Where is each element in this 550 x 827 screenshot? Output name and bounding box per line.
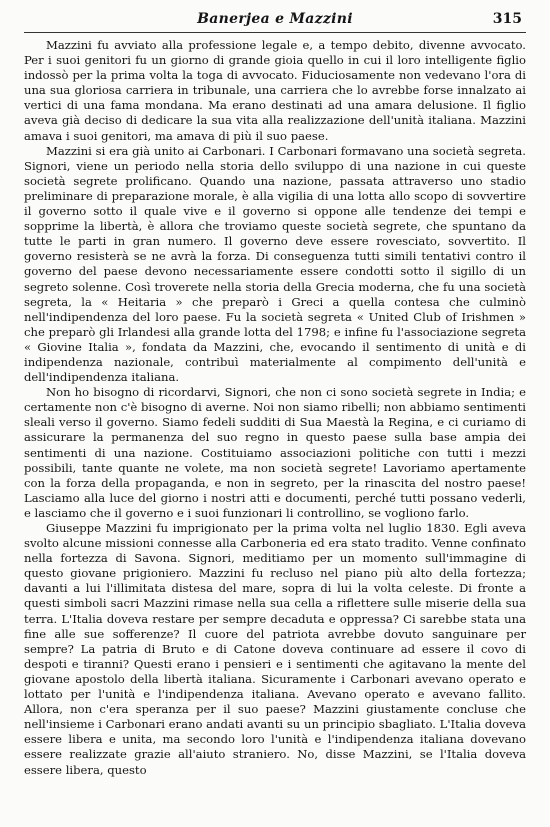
page-number: 315 [492,11,522,27]
paragraph: Mazzini si era già unito ai Carbonari. I Carbonari formavano una società segreta. Signori, viene un periodo nella storia dello sviluppo di una nazione in cui queste società segrete prolificano. Quando una nazione, passata attraverso uno stadio preliminare di preparazione morale, è alla vigilia di una lotta allo scopo di sovvertire il governo sotto il quale vive e il governo si oppone alle tendenze dei tempi e sopprime la libertà, è allora che troviamo queste società segrete, che spuntano da tutte le parti in gran numero. Il governo deve essere rovesciato, sovvertito. Il governo resisterà se ne avrà la forza. Di conseguenza tutti simili tentativi contro il governo del paese devono necessariamente essere condotti sotto il sigillo di un segreto solenne. Così troverete nella storia della Grecia moderna, che fu una società segreta, la « Heitaria » che preparò i Greci a quella contesa che culminò nell'indipendenza del loro paese. Fu la società segreta « United Club of Irishmen » che preparò gli Irlandesi alla grande lotta del 1798; e infine fu l'associazione segreta « Giovine Italia », fondata da Mazzini, che, evocando il sentimento di unità e di indipendenza nazionale, contribuì materialmente al compimento dell'unità e dell'indipendenza italiana. [24,143,526,385]
running-title: Banerjea e Mazzini [197,11,353,27]
paragraph: Giuseppe Mazzini fu imprigionato per la prima volta nel luglio 1830. Egli aveva svolto alcune missioni connesse alla Carboneria ed era stato tradito. Venne confinato nella fortezza di Savona. Signori, meditiamo per un momento sull'immagine di questo giovane prigioniero. Mazzini fu recluso nel piano più alto della fortezza; davanti a lui l'illimitata distesa del mare, sopra di lui la volta celeste. Di fronte a questi simboli sacri Mazzini rimase nella sua cella a riflettere sulle miserie della sua terra. L'Italia doveva restare per sempre decaduta e oppressa? Ci sarebbe stata una fine alle sue sofferenze? Il cuore del patriota avrebbe dovuto sanguinare per sempre? La patria di Bruto e di Catone doveva continuare ad essere il covo di despoti e tiranni? Questi erano i pensieri e i sentimenti che agitavano la mente del giovane apostolo della libertà italiana. Sicuramente i Carbonari avevano operato e lottato per l'unità e l'indipendenza italiana. Avevano operato e avevano fallito. Allora, non c'era speranza per il suo paese? Mazzini giustamente concluse che nell'insieme i Carbonari erano andati avanti su un principio sbagliato. L'Italia doveva essere libera e unita, ma secondo loro l'unità e l'indipendenza italiana dovevano essere realizzate grazie all'aiuto straniero. No, disse Mazzini, se l'Italia doveva essere libera, questo [24,521,526,777]
paragraph: Non ho bisogno di ricordarvi, Signori, che non ci sono società segrete in India; e certamente non c'è bisogno di averne. Noi non siamo ribelli; non abbiamo sentimenti sleali verso il governo. Siamo fedeli sudditi di Sua Maestà la Regina, e ci curiamo di assicurare la permanenza del suo regno in questo paese sulla base ampia dei sentimenti di una nazione. Costituiamo associazioni politiche con tutti i mezzi possibili, tante quante ne volete, ma non società segrete! Lavoriamo apertamente con la forza della propaganda, e non in segreto, per la rinascita del nostro paese! Lasciamo alla luce del giorno i nostri atti e documenti, perché tutti possano vederli, e lasciamo che il governo e i suoi funzionari li controllino, se vogliono farlo. [24,385,526,520]
body-text [24,38,526,778]
paragraph: Mazzini fu avviato alla professione legale e, a tempo debito, divenne avvocato. Per i suoi genitori fu un giorno di grande gioia quello in cui il loro intelligente figlio indossò per la prima volta la toga di avvocato. Fiduciosamente non vedevano l'ora di una sua gloriosa carriera in tribunale, una carriera che lo avrebbe forse innalzato ai vertici di una fama mondana. Ma erano destinati ad una amara delusione. Il figlio aveva già deciso di dedicare la sua vita alla realizzazione dell'unità italiana. Mazzini amava i suoi genitori, ma amava di più il suo paese. [24,38,526,143]
running-header [24,8,526,33]
